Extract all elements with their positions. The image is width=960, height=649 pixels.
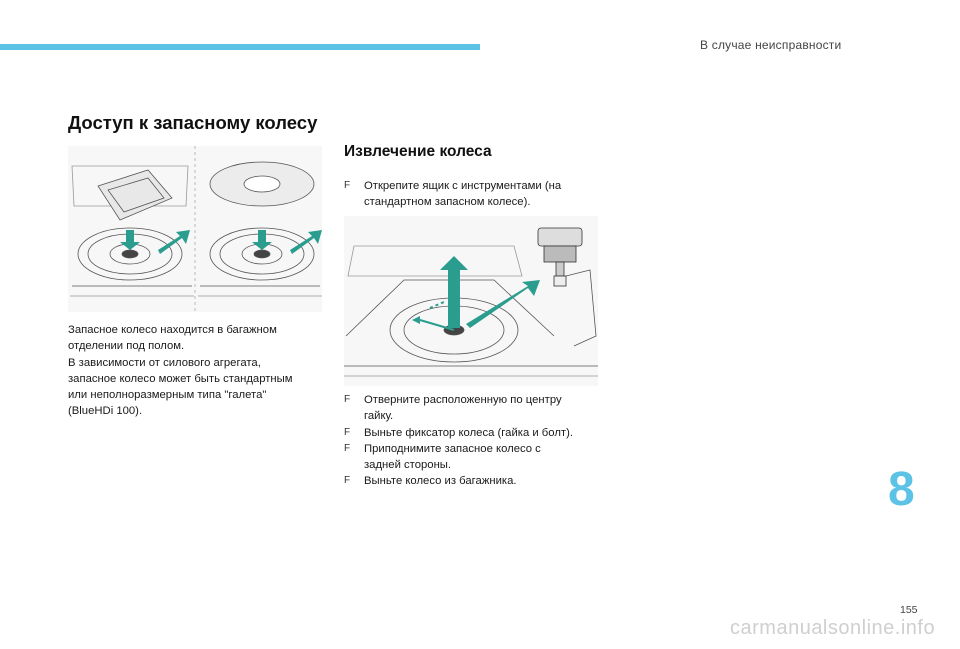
text-line: Открепите ящик с инструментами (на — [364, 180, 562, 192]
step-item — [344, 441, 573, 474]
text-line: гайку. — [364, 410, 394, 423]
page-number: 155 — [900, 604, 918, 616]
text-line: или неполноразмерным типа "галета" — [68, 389, 267, 402]
spare-wheel-location-text — [68, 322, 293, 420]
text-line: стандартном запасном колесе). — [364, 196, 531, 209]
step-item — [344, 473, 573, 489]
header-accent-bar — [0, 44, 480, 50]
removal-section-title: Извлечение колеса — [344, 143, 492, 160]
text-line: Запасное колесо находится в багажном — [68, 324, 277, 336]
bullet-marker: F — [344, 475, 351, 487]
chapter-number: 8 — [888, 463, 915, 516]
text-line: отделении под полом. — [68, 340, 185, 353]
text-line: Приподнимите запасное колесо с — [364, 442, 541, 455]
intro-bullet — [344, 178, 561, 211]
bullet-marker: F — [344, 394, 351, 405]
removal-steps — [344, 392, 573, 490]
step-item — [344, 425, 573, 441]
section-header: В случае неисправности — [700, 38, 842, 52]
wheel-removal-figure — [344, 216, 598, 386]
bullet-marker: F — [344, 426, 351, 438]
text-line: Отверните расположенную по центру — [364, 394, 562, 406]
text-line: Выньте колесо из багажника. — [364, 475, 517, 488]
page-title: Доступ к запасному колесу — [68, 112, 318, 133]
step-item — [344, 392, 573, 425]
text-line: В зависимости от силового агрегата, — [68, 356, 261, 369]
bullet-marker: F — [344, 442, 351, 454]
watermark: carmanualsonline.info — [730, 617, 936, 639]
trunk-spare-wheel-figure — [68, 146, 322, 312]
bullet-item — [344, 178, 561, 211]
bullet-marker: F — [344, 180, 351, 191]
text-line: (BlueHDi 100). — [68, 405, 143, 418]
text-line: задней стороны. — [364, 459, 452, 472]
text-line: Выньте фиксатор колеса (гайка и болт). — [364, 426, 573, 439]
text-line: запасное колесо может быть стандартным — [68, 372, 293, 385]
